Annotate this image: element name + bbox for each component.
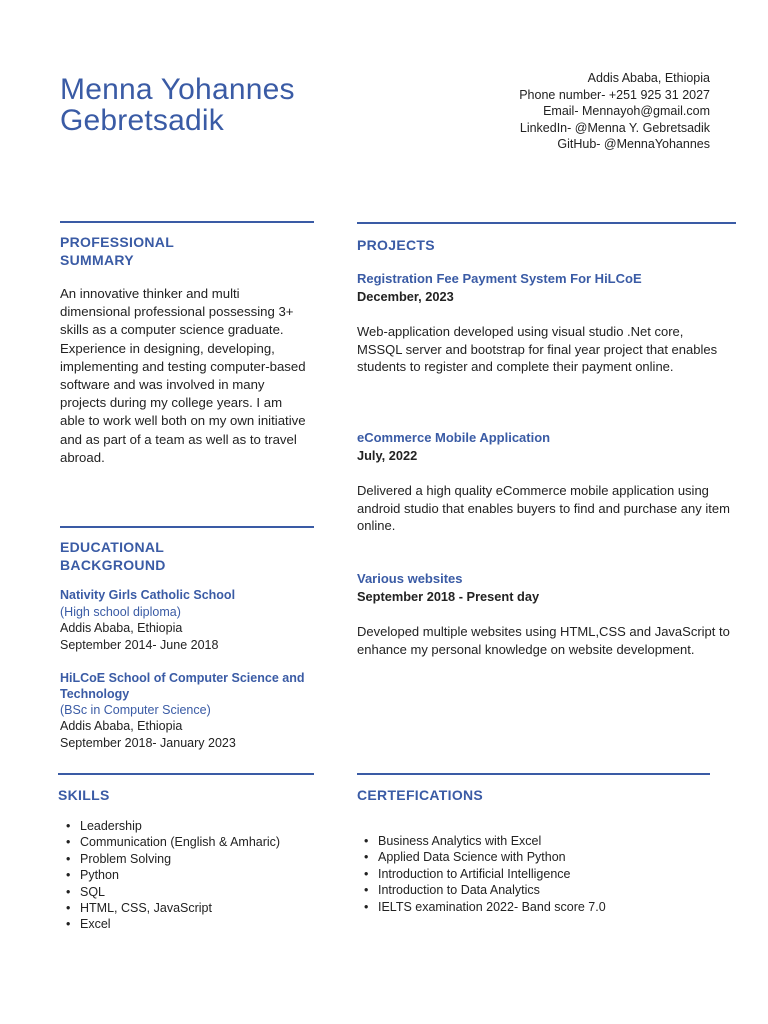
contact-email: Email- Mennayoh@gmail.com xyxy=(543,104,710,118)
school-location: Addis Ababa, Ethiopia xyxy=(60,621,183,635)
school-name: Nativity Girls Catholic School xyxy=(60,588,236,602)
name-line-1: Menna Yohannes xyxy=(60,73,295,106)
project-date: December, 2023 xyxy=(357,289,454,304)
degree: (High school diploma) xyxy=(60,605,181,619)
project-item xyxy=(357,270,732,376)
list-item: • SQL xyxy=(60,884,320,900)
education-item xyxy=(60,670,322,751)
summary-heading-line-2: SUMMARY xyxy=(60,252,134,268)
list-item: • Business Analytics with Excel xyxy=(358,833,718,849)
projects-heading: PROJECTS xyxy=(357,237,435,253)
project-description: Delivered a high quality eCommerce mobile application using android studio that enables buyers to find and purchase any item online. xyxy=(357,483,730,534)
list-item: • Communication (English & Amharic) xyxy=(60,834,320,850)
project-description: Developed multiple websites using HTML,CSS and JavaScript to enhance my personal knowledge on website development. xyxy=(357,624,730,657)
candidate-name xyxy=(60,74,295,136)
certifications-heading: CERTEFICATIONS xyxy=(357,787,484,803)
education-heading-line-2: BACKGROUND xyxy=(60,557,166,573)
school-location: Addis Ababa, Ethiopia xyxy=(60,719,183,733)
education-heading xyxy=(60,538,314,574)
summary-divider xyxy=(60,221,314,223)
project-title: eCommerce Mobile Application xyxy=(357,430,551,445)
skills-list xyxy=(60,818,320,933)
education-heading-line-1: EDUCATIONAL xyxy=(60,539,165,555)
summary-heading xyxy=(60,233,314,269)
skills-divider xyxy=(58,773,314,775)
summary-text: An innovative thinker and multi dimensional professional possessing 3+ skills as a computer science graduate. Experience in designing, developing, implementing and testing computer-based software and was involved in many projects during my college years. I am able to work well both on my own initiative and as part of a team as well as to travel abroad. xyxy=(60,286,306,465)
project-title: Registration Fee Payment System For HiLCoE xyxy=(357,271,642,286)
list-item: • Introduction to Data Analytics xyxy=(358,882,718,898)
list-item: • Python xyxy=(60,867,320,883)
list-item: • Applied Data Science with Python xyxy=(358,849,718,865)
list-item: • Problem Solving xyxy=(60,851,320,867)
list-item: • IELTS examination 2022- Band score 7.0 xyxy=(358,899,718,915)
project-description: Web-application developed using visual studio .Net core, MSSQL server and bootstrap for final year project that enables students to register and complete their payment online. xyxy=(357,324,718,375)
study-dates: September 2014- June 2018 xyxy=(60,637,219,652)
study-dates: September 2018- January 2023 xyxy=(60,735,236,750)
list-item: • Leadership xyxy=(60,818,320,834)
name-line-2: Gebretsadik xyxy=(60,104,224,137)
list-item: • Introduction to Artificial Intelligence xyxy=(358,866,718,882)
contact-block xyxy=(390,70,710,153)
project-date: September 2018 - Present day xyxy=(357,589,540,604)
certifications-divider xyxy=(357,773,710,775)
project-item xyxy=(357,570,732,658)
contact-linkedin: LinkedIn- @Menna Y. Gebretsadik xyxy=(519,120,710,135)
summary-heading-line-1: PROFESSIONAL xyxy=(60,234,175,250)
project-date: July, 2022 xyxy=(357,448,418,463)
education-divider xyxy=(60,526,314,528)
list-item: • HTML, CSS, JavaScript xyxy=(60,900,320,916)
project-item xyxy=(357,429,732,535)
contact-phone: Phone number- +251 925 31 2027 xyxy=(519,87,710,102)
certifications-list xyxy=(358,833,718,915)
list-item: • Excel xyxy=(60,916,320,932)
school-name: HiLCoE School of Computer Science and Technology xyxy=(60,671,305,701)
project-title: Various websites xyxy=(357,571,463,586)
contact-address: Addis Ababa, Ethiopia xyxy=(587,71,710,85)
education-item xyxy=(60,587,322,653)
contact-github: GitHub- @MennaYohannes xyxy=(557,137,710,151)
skills-heading: SKILLS xyxy=(58,787,110,803)
degree: (BSc in Computer Science) xyxy=(60,703,211,717)
projects-divider xyxy=(357,222,736,224)
